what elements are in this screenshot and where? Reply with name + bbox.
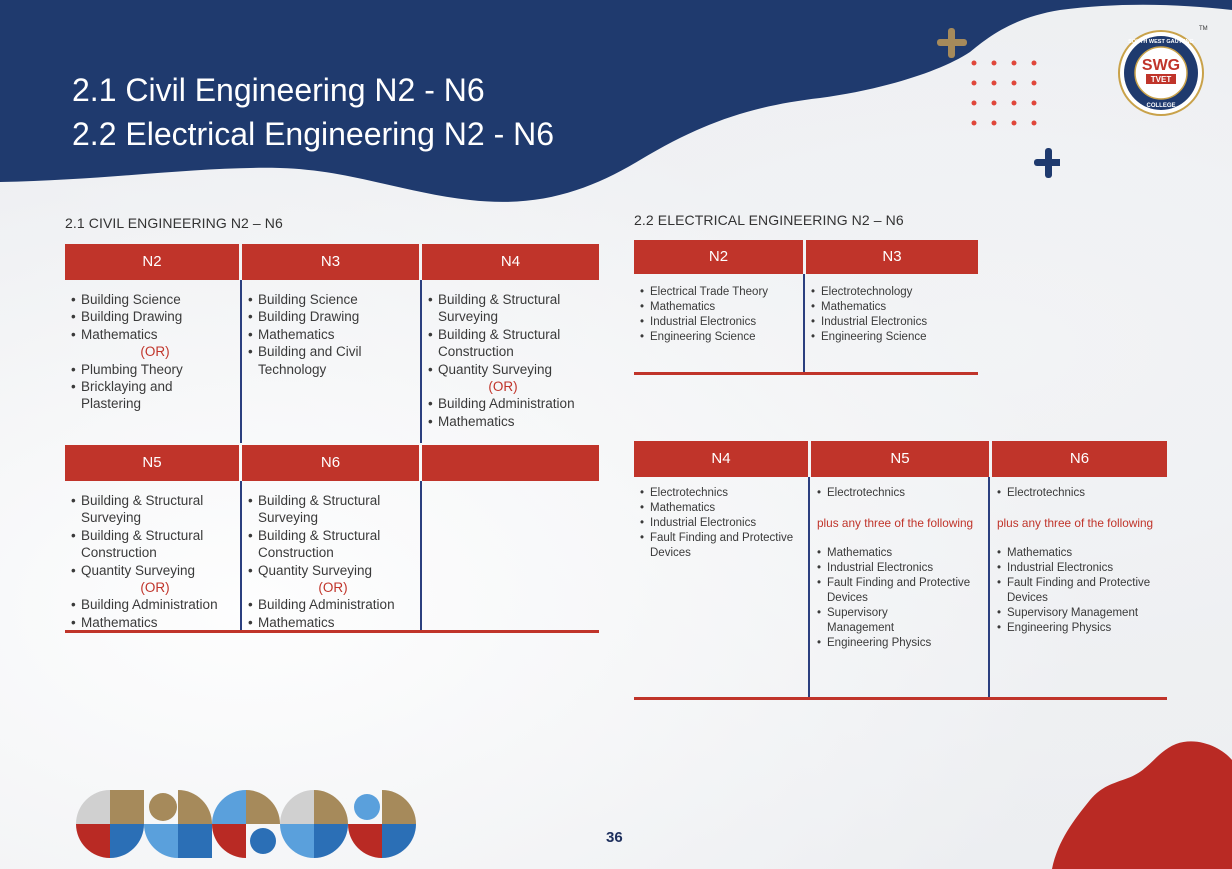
civil-table bbox=[65, 244, 599, 634]
list-item: • Building and Civil Technology bbox=[248, 343, 388, 378]
list-item: • Building Administration bbox=[428, 395, 599, 412]
electrical-lower-bottom-rule bbox=[634, 697, 1167, 700]
electrical-n2-subjects bbox=[634, 285, 802, 345]
logo-band-top: SOUTH WEST GAUTENG bbox=[1128, 39, 1194, 45]
list-item: • Mathematics bbox=[997, 546, 1167, 561]
decorative-pattern bbox=[930, 24, 1060, 184]
list-item: • Fault Finding and Protective Devices bbox=[640, 531, 806, 561]
list-item: • Engineering Science bbox=[811, 330, 977, 345]
gold-plus-icon bbox=[937, 28, 967, 58]
list-item: • Engineering Physics bbox=[997, 621, 1167, 636]
list-item: • Industrial Electronics bbox=[640, 516, 806, 531]
list-item: • Quantity Surveying bbox=[248, 562, 418, 579]
list-item: • Industrial Electronics bbox=[811, 315, 977, 330]
dot-grid bbox=[972, 61, 1037, 126]
list-item: • Building Drawing bbox=[248, 308, 418, 325]
list-item: • Building Science bbox=[248, 291, 418, 308]
civil-section-title: 2.1 CIVIL ENGINEERING N2 – N6 bbox=[65, 215, 283, 231]
or-label: (OR) bbox=[140, 344, 170, 360]
logo-initials: SWG bbox=[1141, 57, 1181, 74]
electrical-header-row-1 bbox=[634, 240, 978, 274]
list-item: • Building & Structural Surveying bbox=[248, 492, 408, 527]
electrical-n6-subjects bbox=[991, 486, 1167, 636]
electrical-header-n5: N5 bbox=[811, 441, 989, 477]
list-item: • Supervisory Management bbox=[817, 606, 927, 636]
title-line-2: 2.2 Electrical Engineering N2 - N6 bbox=[72, 116, 555, 152]
electrical-n5-subjects bbox=[811, 486, 987, 651]
civil-table-bottom-rule bbox=[65, 630, 599, 633]
or-label: (OR) bbox=[488, 379, 518, 395]
college-logo bbox=[1118, 30, 1204, 116]
list-item: • Quantity Surveying bbox=[428, 361, 599, 378]
list-item: • Fault Finding and Protective Devices bbox=[817, 576, 987, 606]
list-item: • Mathematics bbox=[71, 326, 239, 343]
logo-band-bottom: COLLEGE bbox=[1146, 103, 1176, 109]
list-item: • Fault Finding and Protective Devices bbox=[997, 576, 1167, 606]
civil-header-n2: N2 bbox=[65, 244, 239, 280]
electrical-header-n2: N2 bbox=[634, 240, 803, 274]
logo-badge: TVET bbox=[1150, 75, 1172, 84]
civil-n2-subjects bbox=[65, 291, 239, 413]
list-item: • Mathematics bbox=[248, 614, 418, 631]
list-item: • Electrotechnics bbox=[640, 486, 806, 501]
list-item: • Industrial Electronics bbox=[997, 561, 1167, 576]
list-item: • Electrical Trade Theory bbox=[640, 285, 802, 300]
list-item: • Electrotechnology bbox=[811, 285, 977, 300]
list-item: • Building Administration bbox=[71, 596, 239, 613]
or-label: (OR) bbox=[318, 580, 348, 596]
list-item: • Supervisory Management bbox=[997, 606, 1167, 621]
civil-header-row-1 bbox=[65, 244, 599, 280]
list-item: • Mathematics bbox=[428, 413, 599, 430]
electrical-divider bbox=[988, 477, 990, 699]
electrical-header-row-2 bbox=[634, 441, 1167, 477]
or-label: (OR) bbox=[140, 580, 170, 596]
electrical-section-title: 2.2 ELECTRICAL ENGINEERING N2 – N6 bbox=[634, 212, 904, 228]
electrical-header-n6: N6 bbox=[992, 441, 1167, 477]
page-number: 36 bbox=[606, 829, 623, 846]
trademark-mark: TM bbox=[1199, 26, 1208, 32]
navy-plus-icon bbox=[1034, 148, 1060, 178]
civil-header-row-2 bbox=[65, 445, 599, 481]
electrical-divider bbox=[808, 477, 810, 699]
page-title bbox=[72, 68, 554, 156]
electrical-n5-elective-note: plus any three of the following bbox=[817, 516, 974, 530]
list-item: • Building & Structural Construction bbox=[71, 527, 231, 562]
list-item: • Building Drawing bbox=[71, 308, 239, 325]
electrical-header-n3: N3 bbox=[806, 240, 978, 274]
list-item: • Building Science bbox=[71, 291, 239, 308]
list-item: • Engineering Physics bbox=[817, 636, 987, 651]
civil-divider bbox=[420, 481, 422, 630]
list-item: • Engineering Science bbox=[640, 330, 802, 345]
civil-header-n3: N3 bbox=[242, 244, 419, 280]
list-item: • Plumbing Theory bbox=[71, 361, 239, 378]
list-item: • Mathematics bbox=[71, 614, 239, 631]
list-item: • Building & Structural Construction bbox=[248, 527, 408, 562]
list-item: • Mathematics bbox=[640, 501, 806, 516]
electrical-upper-bottom-rule bbox=[634, 372, 978, 375]
list-item: • Bricklaying and Plastering bbox=[71, 378, 211, 413]
civil-n4-subjects bbox=[422, 291, 599, 430]
electrical-n3-subjects bbox=[805, 285, 977, 345]
list-item: • Electrotechnics bbox=[997, 486, 1167, 501]
geometric-pattern-decoration bbox=[76, 790, 416, 858]
electrical-table bbox=[634, 240, 1167, 702]
electrical-n6-elective-note: plus any three of the following bbox=[997, 516, 1154, 530]
civil-n6-subjects bbox=[242, 492, 418, 631]
list-item: • Building Administration bbox=[248, 596, 418, 613]
list-item: • Industrial Electronics bbox=[817, 561, 987, 576]
list-item: • Building & Structural Construction bbox=[428, 326, 588, 361]
list-item: • Building & Structural Surveying bbox=[71, 492, 231, 527]
civil-header-n6: N6 bbox=[242, 445, 419, 481]
civil-header-empty bbox=[422, 445, 599, 481]
list-item: • Mathematics bbox=[248, 326, 418, 343]
list-item: • Mathematics bbox=[640, 300, 802, 315]
title-line-1: 2.1 Civil Engineering N2 - N6 bbox=[72, 72, 485, 108]
list-item: • Electrotechnics bbox=[817, 486, 987, 501]
list-item: • Mathematics bbox=[817, 546, 987, 561]
list-item: • Quantity Surveying bbox=[71, 562, 239, 579]
list-item: • Industrial Electronics bbox=[640, 315, 802, 330]
electrical-header-n4: N4 bbox=[634, 441, 808, 477]
electrical-n4-subjects bbox=[634, 486, 806, 561]
list-item: • Building & Structural Surveying bbox=[428, 291, 588, 326]
civil-header-n4: N4 bbox=[422, 244, 599, 280]
list-item: • Mathematics bbox=[811, 300, 977, 315]
civil-n3-subjects bbox=[242, 291, 418, 378]
civil-header-n5: N5 bbox=[65, 445, 239, 481]
civil-n5-subjects bbox=[65, 492, 239, 631]
